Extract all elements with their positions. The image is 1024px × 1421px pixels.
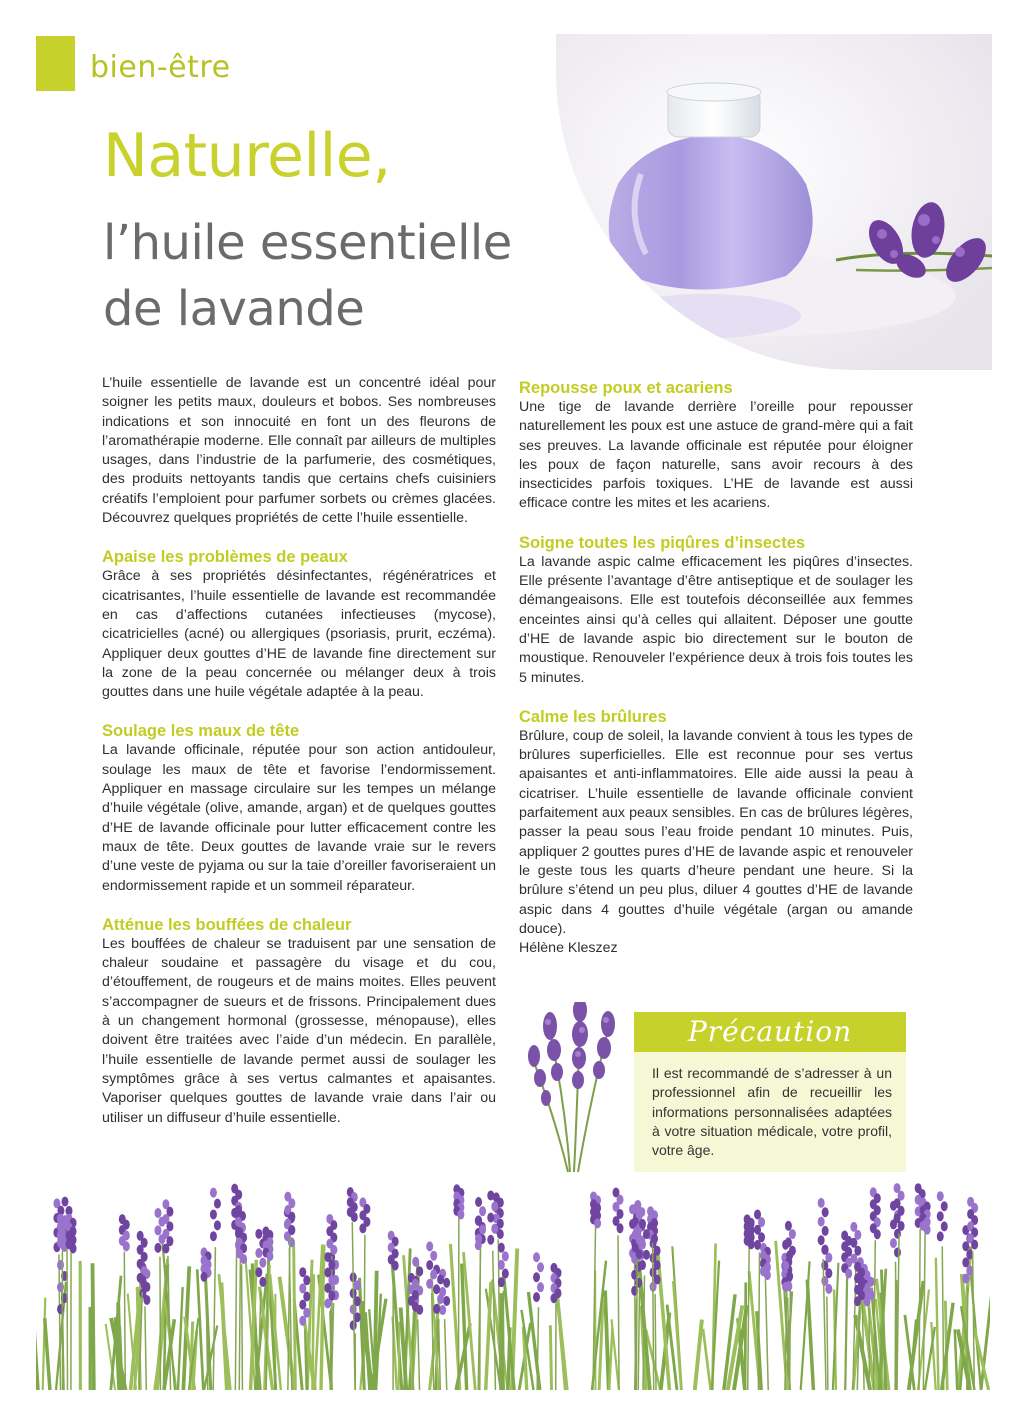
section-marker bbox=[36, 36, 75, 91]
section-heading: Calme les brûlures bbox=[519, 707, 667, 726]
section-heading: Apaise les problèmes de peaux bbox=[102, 548, 348, 567]
section-text: Les bouffées de chaleur se traduisent par une sensation de chaleur soudaine et passagère du visage et du cou, d’étouffement, de rougeurs et de mains moites. Elles peuvent s’accompagner de sueurs et de frissons. Principalement dues à un changement hormonal (grossesse, ménopause), elles doivent être traitées avec l’aide d’un médecin. En parallèle, l’huile essentielle de lavande permet aussi de soulager les symptômes grâce à ses vertus calmantes et apaisantes. Vaporiser quelques gouttes de lavande vraie dans l’air ou utiliser un diffuseur d’huile essentielle. bbox=[102, 935, 496, 1126]
subtitle-line-2: de lavande bbox=[103, 281, 365, 337]
callout-title: Précaution bbox=[634, 1012, 906, 1052]
section-text: La lavande aspic calme efficacement les piqûres d’insectes. Elle présente l’avantage d’être antiseptique et de soulager les démangeaisons. Elle est toutefois déconseillée aux femmes enceintes ainsi qu’à celles qui allaitent. Déposer une goutte d’HE de lavande aspic bio directement sur le bouton de moustique. Renouveler l’expérience deux à trois fois toutes les 5 minutes. bbox=[519, 553, 913, 686]
section-text: Grâce à ses propriétés désinfectantes, régénératrices et cicatrisantes, l’huile essentielle de lavande est recommandée en cas d’affections cutanées infectieuses (mycose), cicatricielles (acné) ou allergiques (psoriasis, prurit, eczéma). Appliquer deux gouttes d’HE de lavande fine directement sur la zone de la peau concernée ou mélanger deux à trois gouttes dans une huile végétale adaptée à la peau. bbox=[102, 568, 496, 701]
section-text: La lavande officinale, réputée pour son action antidouleur, soulage les maux de tête et favorise l’endormissement. Appliquer en massage circulaire sur les tempes un mélange d’huile végétale (olive, amande, argan) et de quelques gouttes d’HE de lavande officinale pour lutter efficacement contre les maux de tête. Deux gouttes de lavande vraie sur le revers d’une veste de pyjama ou sur la taie d’oreiller favoriseraient un endormissement rapide et un sommeil réparateur. bbox=[102, 742, 496, 894]
author-signature: Hélène Kleszez bbox=[519, 940, 618, 957]
subtitle-line-1: l’huile essentielle bbox=[103, 215, 512, 271]
page-title: Naturelle, bbox=[103, 121, 391, 191]
lavender-field-image bbox=[36, 1178, 990, 1390]
section-heading: Atténue les bouffées de chaleur bbox=[102, 915, 352, 934]
hero-image-oil-jar bbox=[556, 34, 992, 370]
intro-paragraph: L’huile essentielle de lavande est un concentré idéal pour soigner les petits maux, douleurs et bobos. Ses nombreuses indications et son innocuité en font un des fleurons de l’aromathérapie moderne. Elle connaît par ailleurs de multiples usages, dans l’industrie de la parfumerie, des cosmétiques, des produits nettoyants tandis que certains chefs cuisiniers créatifs l’emploient pour parfumer sorbets ou crèmes glacées. Découvrez quelques propriétés de cette l’huile essentielle. bbox=[102, 375, 496, 527]
section-label: bien-être bbox=[90, 50, 231, 85]
section-text: Une tige de lavande derrière l’oreille pour repousser naturellement les poux est une astuce de grand-mère qui a fait ses preuves. La lavande officinale est réputée pour éloigner les poux de façon naturelle, sans avoir recours à des insecticides parfois toxiques. L’HE de lavande est aussi efficace contre les mites et les acariens. bbox=[519, 399, 913, 512]
section-text: Brûlure, coup de soleil, la lavande convient à tous les types de brûlures superficielles. Elle est reconnue pour ses vertus apaisantes et anti-inflammatoires. Elle aide aussi la peau à cicatriser. L’huile essentielle de lavande officinale convient parfaitement aux peaux sensibles. En cas de brûlures légères, passer la peau sous l’eau froide pendant 10 minutes. Puis, appliquer 2 gouttes pures d’HE de lavande aspic et renouveler le geste tous les quarts d’heure pendant une heure. Si la brûlure s’étend un peu plus, diluer 4 gouttes d’HE de lavande aspic dans 4 gouttes d’huile végétale (argan ou amande douce). bbox=[519, 727, 913, 937]
column-right bbox=[519, 378, 913, 958]
precaution-callout bbox=[634, 1012, 906, 1172]
section-heading: Soigne toutes les piqûres d’insectes bbox=[519, 533, 806, 552]
column-left bbox=[102, 374, 496, 1128]
section-heading: Soulage les maux de tête bbox=[102, 722, 300, 741]
lavender-sprig-image bbox=[520, 1002, 630, 1174]
section-heading: Repousse poux et acariens bbox=[519, 379, 733, 397]
page-subtitle bbox=[103, 210, 512, 342]
callout-text: Il est recommandé de s’adresser à un professionnel afin de recueillir les informations personnalisées adaptées à votre situation médicale, votre profil, votre âge. bbox=[652, 1065, 892, 1159]
